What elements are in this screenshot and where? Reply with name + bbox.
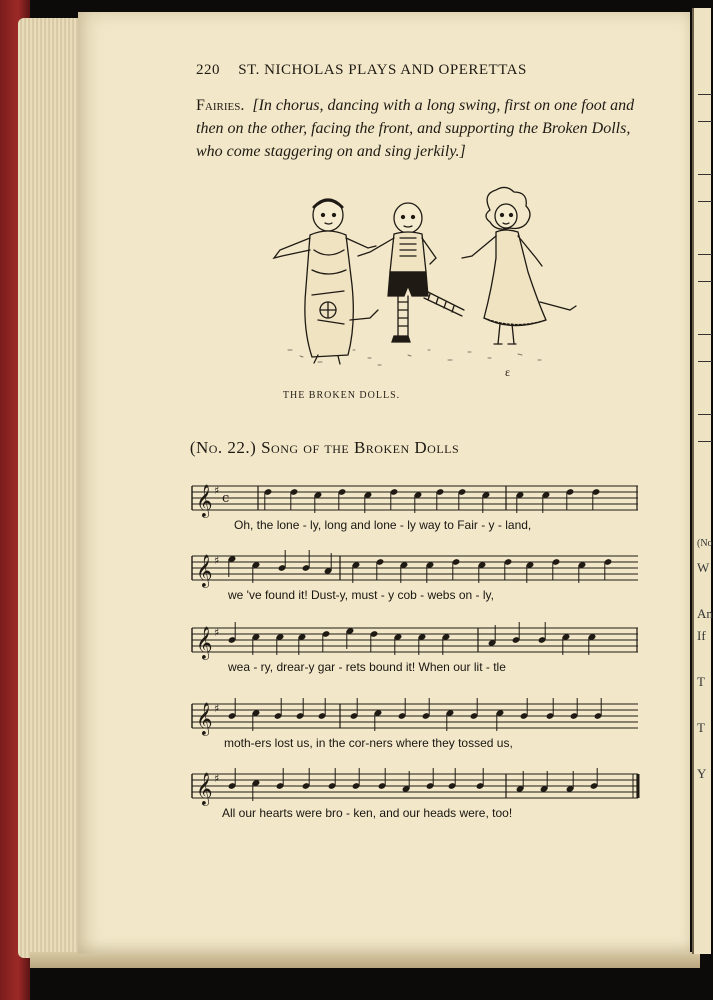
adjacent-text-fragment: T — [697, 674, 705, 689]
treble-clef-icon: 𝄞 — [196, 554, 213, 587]
illustration-caption — [0, 390, 709, 401]
adjacent-text-fragment: T — [697, 720, 705, 735]
lyrics-line: Oh, the lone - ly, long and lone - ly way to Fair - y - land, — [234, 518, 532, 532]
running-title: ST. NICHOLAS PLAYS AND OPERETTAS — [238, 62, 527, 78]
treble-clef-icon: 𝄞 — [196, 626, 213, 659]
music-staff — [190, 768, 642, 804]
adjacent-page — [692, 8, 711, 954]
song-title — [0, 438, 709, 458]
speaker-name: Fairies. — [196, 97, 245, 114]
music-staff — [190, 622, 642, 658]
key-signature-sharp-icon: ♯ — [214, 626, 220, 639]
lyrics-line: we 've found it! Dust-y, must - y cob - webs on - ly, — [228, 588, 494, 602]
lyrics-line: moth-ers lost us, in the cor-ners where they tossed us, — [224, 736, 513, 750]
adjacent-text-fragment: W — [697, 560, 710, 575]
music-system — [190, 698, 642, 758]
music-system — [190, 622, 642, 682]
direction-text: [In chorus, dancing with a long swing, first on one foot and then on the other, facing the front, and supporting the Broken Dolls, who come staggering on and sing jerkily.] — [196, 97, 635, 160]
lyrics-line: wea - ry, drear-y gar - rets bound it! When our lit - tle — [228, 660, 506, 674]
page-bottom-edge — [30, 952, 700, 968]
treble-clef-icon: 𝄞 — [196, 702, 213, 735]
kimono-doll-figure — [274, 199, 378, 364]
key-signature-sharp-icon: ♯ — [214, 484, 220, 497]
broken-dolls-illustration — [258, 190, 578, 380]
treble-clef-icon: 𝄞 — [196, 772, 213, 805]
music-staff — [190, 480, 642, 516]
adjacent-staff-fragment — [698, 334, 712, 362]
key-signature-sharp-icon: ♯ — [214, 554, 220, 567]
adjacent-staff-fragment — [698, 254, 712, 282]
illustrator-signature: ε — [505, 365, 511, 379]
treble-clef-icon: 𝄞 — [196, 484, 213, 517]
page-number: 220 — [196, 62, 220, 78]
adjacent-text-fragment: If — [697, 628, 706, 643]
girl-doll-figure — [462, 187, 576, 344]
adjacent-staff-fragment — [698, 174, 712, 202]
adjacent-text-fragment: An — [697, 606, 713, 621]
boy-doll-figure — [358, 203, 464, 342]
key-signature-sharp-icon: ♯ — [214, 772, 220, 785]
music-staff — [190, 698, 642, 734]
music-staff — [190, 550, 642, 586]
music-system — [190, 550, 642, 610]
adjacent-staff-fragment — [698, 94, 712, 122]
caption-text: THE BROKEN DOLLS. — [282, 390, 401, 401]
key-signature-sharp-icon: ♯ — [214, 702, 220, 715]
running-header — [196, 62, 527, 79]
common-time-icon: c — [222, 491, 230, 506]
song-title-text: (No. 22.) Song of the Broken Dolls — [189, 438, 460, 457]
lyrics-line: All our hearts were bro - ken, and our heads were, too! — [222, 806, 513, 820]
stage-direction — [196, 94, 646, 163]
music-system — [190, 768, 642, 828]
adjacent-text-fragment: Y — [697, 766, 707, 781]
music-system — [190, 480, 642, 540]
adjacent-text-fragment: (No — [697, 538, 713, 549]
